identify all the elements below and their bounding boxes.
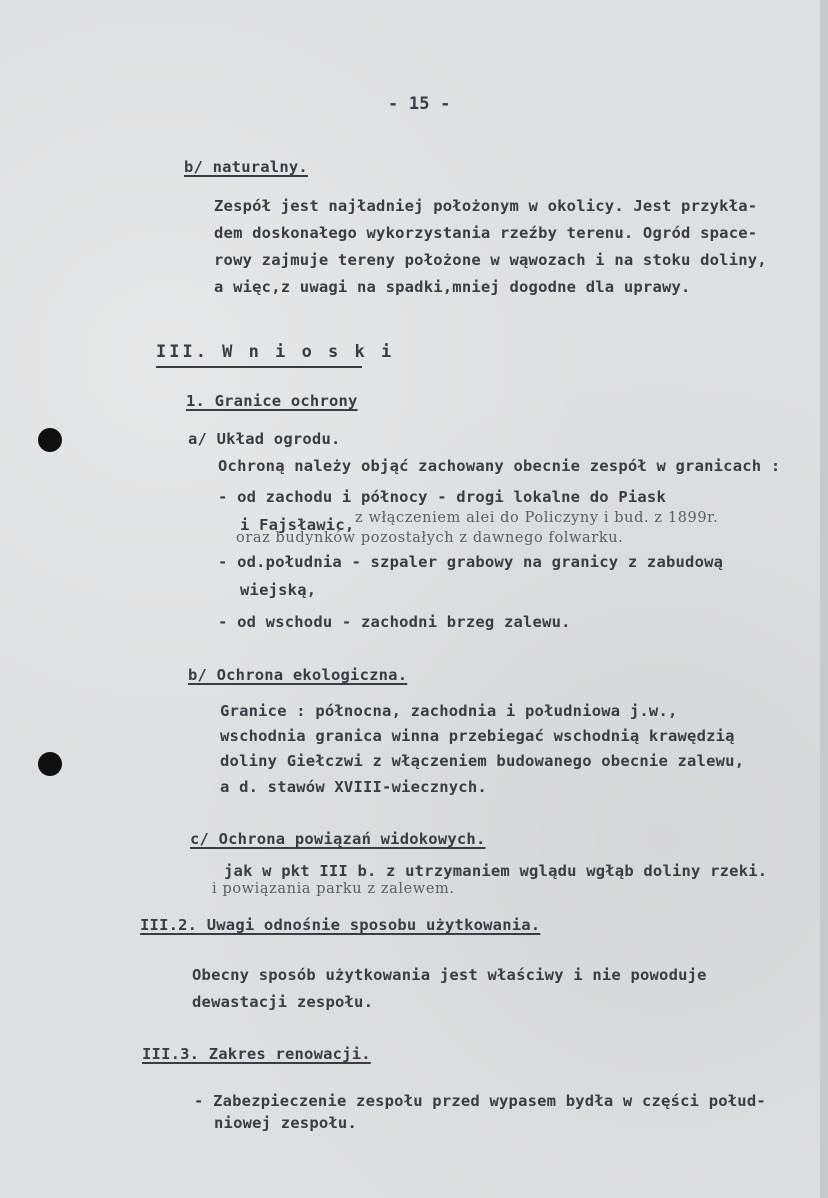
paragraph-line: dem doskonałego wykorzystania rzeźby terenu. Ogród space- — [214, 224, 758, 242]
list-item-cont: wiejską, — [240, 581, 317, 599]
punch-hole — [38, 428, 62, 452]
punch-hole — [38, 752, 62, 776]
paragraph-line: Granice : północna, zachodnia i południowa j.w., — [220, 702, 678, 720]
typed-insertion: z włączeniem alei do Policzyny i bud. z 1899r. — [355, 510, 719, 526]
subsection-title: III.2. Uwagi odnośnie sposobu użytkowania. — [140, 916, 541, 934]
item-b-label: b/ Ochrona ekologiczna. — [188, 666, 408, 684]
page-number: - 15 - — [388, 94, 451, 114]
paragraph-line: Obecny sposób użytkowania jest właściwy i nie powoduje — [192, 966, 707, 984]
paragraph-line: Ochroną należy objąć zachowany obecnie zespół w granicach : — [218, 457, 781, 475]
subsection-title: 1. Granice ochrony — [186, 392, 358, 410]
paragraph-line: doliny Giełczwi z włączeniem budowanego obecnie zalewu, — [220, 752, 745, 770]
section-title: III. W n i o s k i — [156, 342, 395, 362]
paragraph-line: dewastacji zespołu. — [192, 993, 374, 1011]
typed-insertion: i powiązania parku z zalewem. — [212, 881, 455, 897]
list-item-cont: i Fajsławic, — [240, 516, 355, 534]
list-item: - Zabezpieczenie zespołu przed wypasem bydła w części połud- — [194, 1092, 766, 1110]
paragraph-line: rowy zajmuje tereny położone w wąwozach i na stoku doliny, — [214, 251, 767, 269]
list-item: - od zachodu i północy - drogi lokalne do Piask — [218, 488, 666, 506]
paragraph-line: wschodnia granica winna przebiegać wschodnią krawędzią — [220, 727, 735, 745]
section-title-underline — [156, 366, 362, 368]
paragraph-line: Zespół jest najładniej położonym w okolicy. Jest przykła- — [214, 197, 758, 215]
list-item: - od wschodu - zachodni brzeg zalewu. — [218, 613, 571, 631]
item-c-label: c/ Ochrona powiązań widokowych. — [190, 830, 486, 848]
page-edge — [820, 0, 828, 1198]
paragraph-line: jak w pkt III b. z utrzymaniem wglądu wgłąb doliny rzeki. — [224, 862, 768, 880]
paragraph-line: a d. stawów XVIII-wiecznych. — [220, 778, 487, 796]
paragraph-line: a więc,z uwagi na spadki,mniej dogodne dla uprawy. — [214, 278, 691, 296]
item-a-label: a/ Układ ogrodu. — [188, 430, 341, 448]
typed-insertion: oraz budynków pozostałych z dawnego folwarku. — [236, 530, 624, 546]
list-item: - od.południa - szpaler grabowy na granicy z zabudową — [218, 553, 724, 571]
section-b-label: b/ naturalny. — [184, 158, 308, 176]
subsection-title: III.3. Zakres renowacji. — [142, 1045, 371, 1063]
list-item-cont: niowej zespołu. — [214, 1114, 357, 1132]
